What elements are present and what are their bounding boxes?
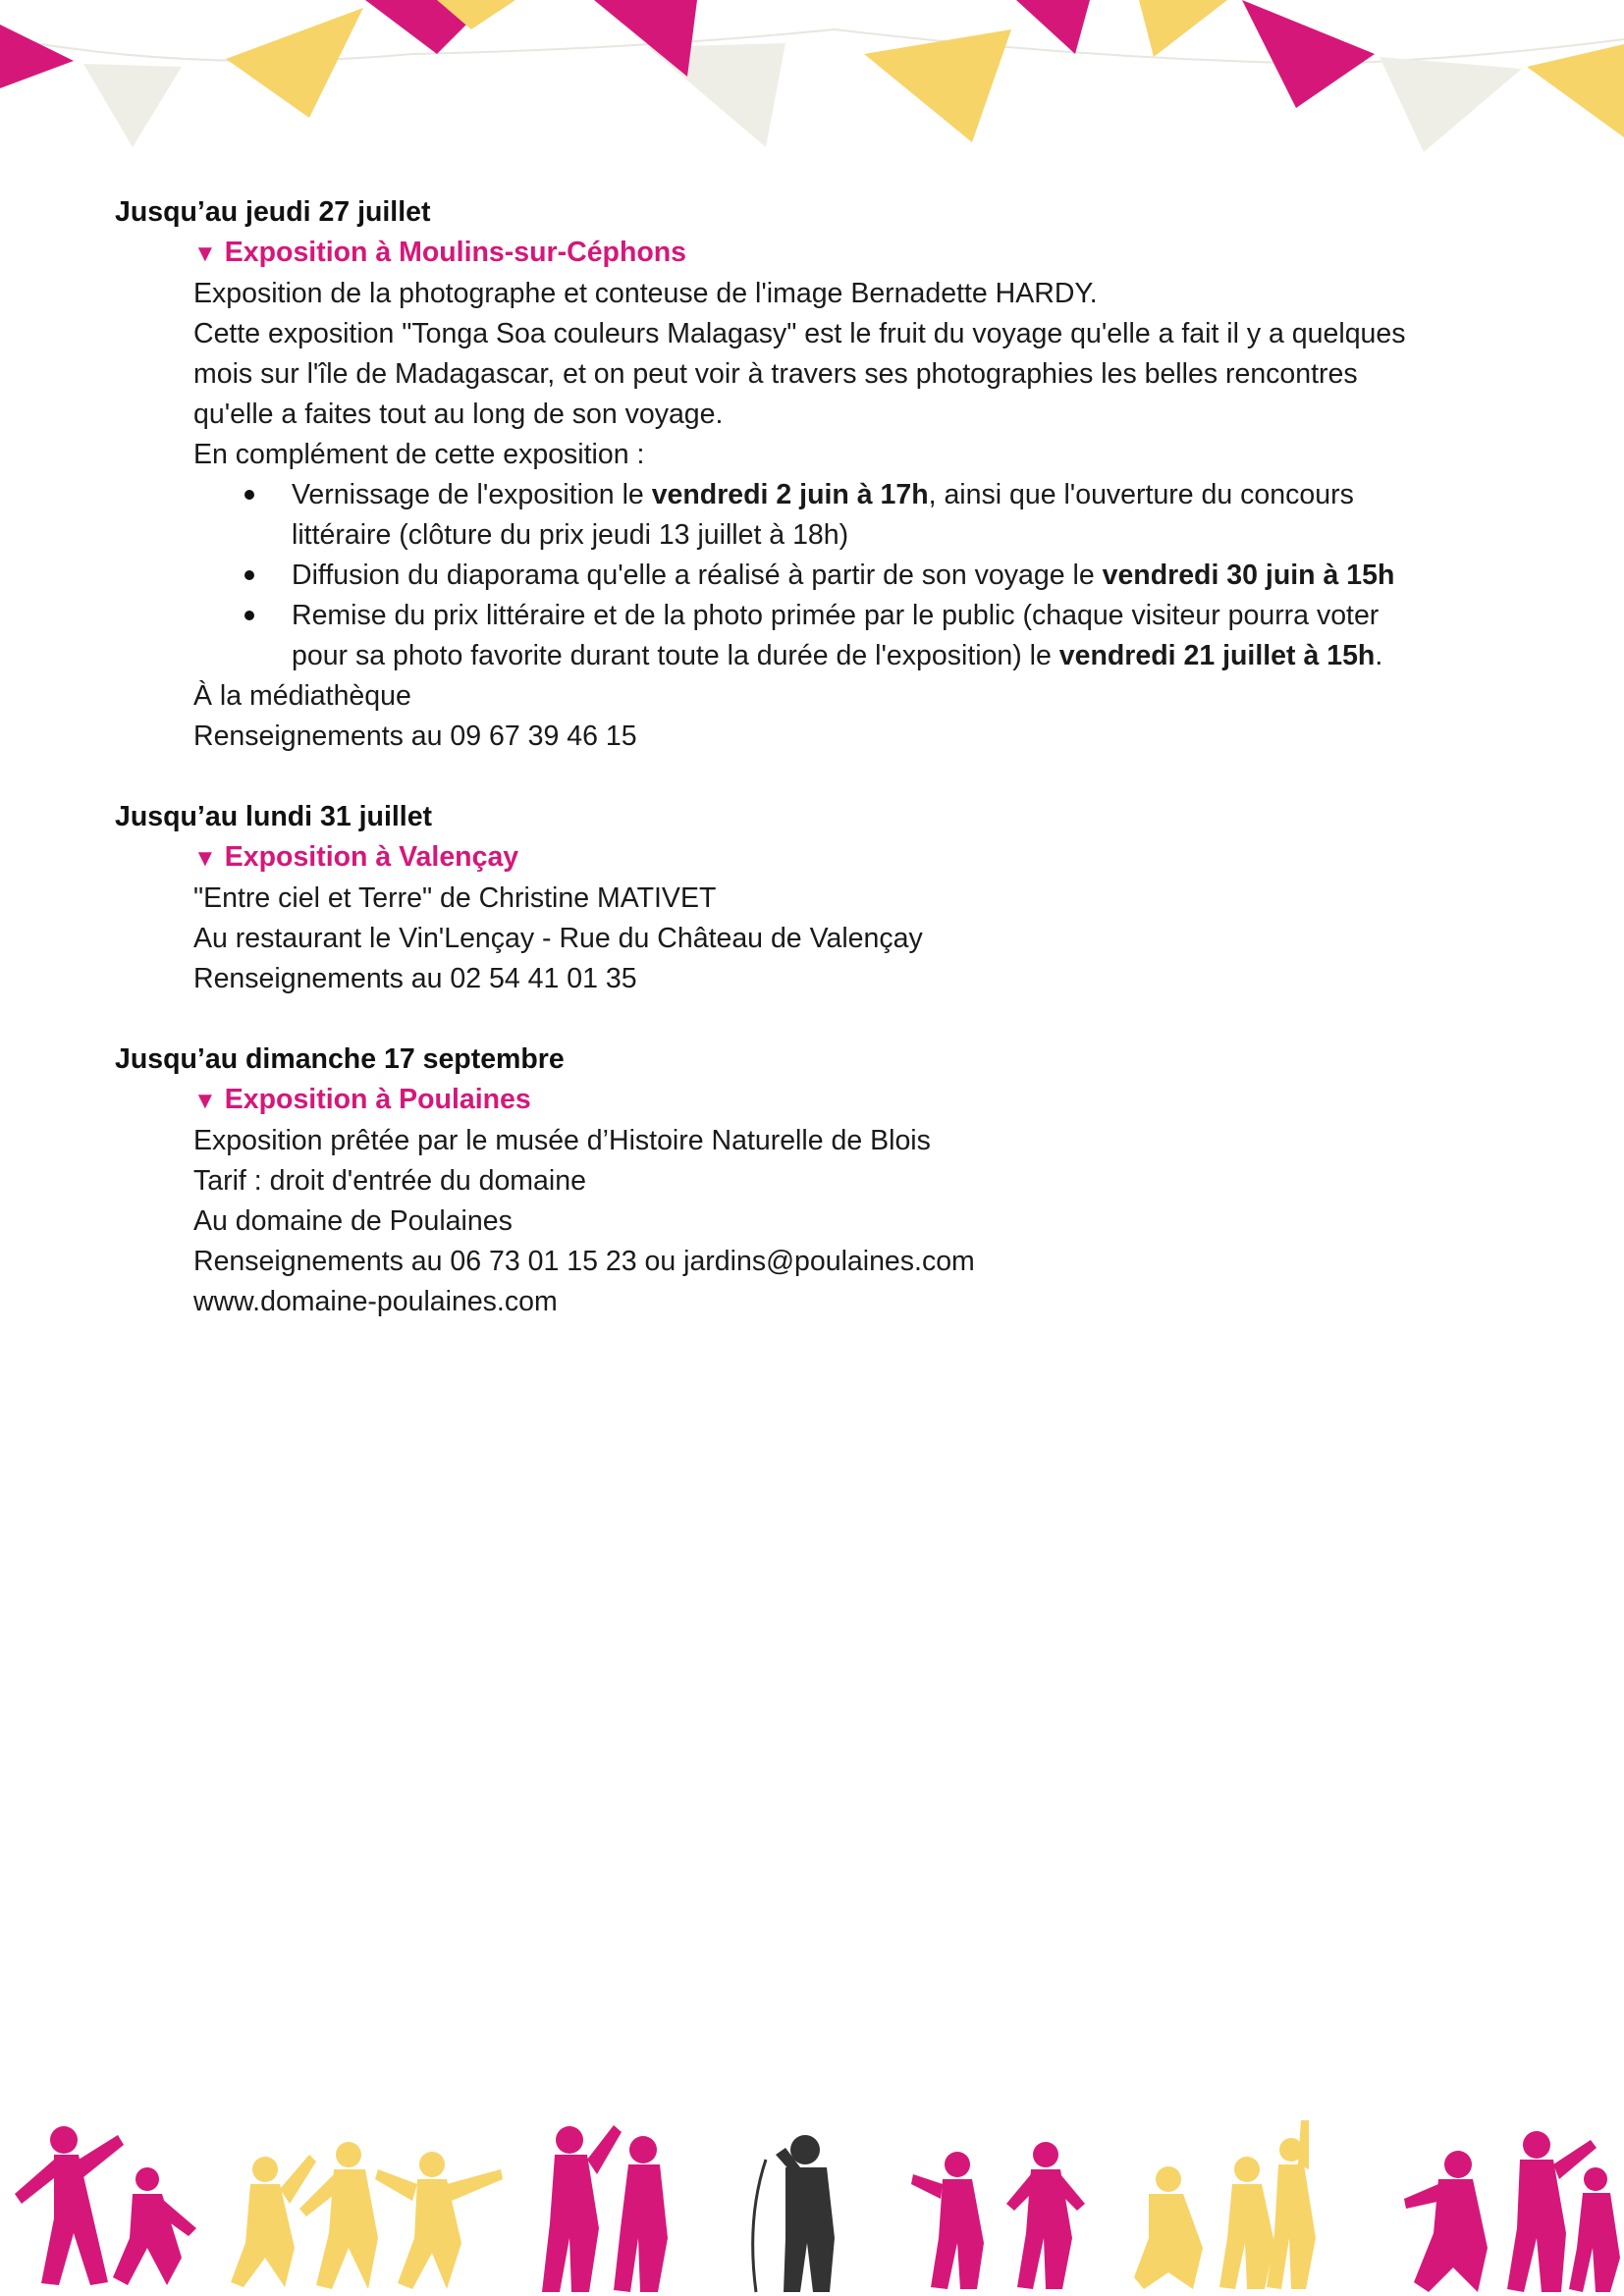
paragraph: Exposition de la photographe et conteuse de l'image Bernadette HARDY.	[193, 278, 1098, 309]
bunting-flag-yellow	[226, 8, 363, 118]
location: À la médiathèque	[193, 680, 411, 712]
paragraph: En complément de cette exposition :	[193, 439, 645, 470]
event-title: ▼ Exposition à Valençay	[193, 837, 1431, 879]
paragraph: Exposition prêtée par le musée d’Histoire Naturelle de Blois	[193, 1125, 931, 1156]
event-section	[115, 1040, 1431, 1322]
dancer-silhouette	[231, 2155, 316, 2287]
paragraph: Cette exposition "Tonga Soa couleurs Malagasy" est le fruit du voyage qu'elle a fait il y a quelques mois sur l'île de Madagascar, et on peut voir à travers ses photographies les belles rencontres qu'elle a faites tout au long de son voyage.	[193, 318, 1406, 430]
bunting-flag-yellow	[1527, 44, 1624, 137]
date-heading: Jusqu’au dimanche 17 septembre	[115, 1043, 565, 1075]
bunting-flag-magenta	[0, 25, 74, 88]
contact-info: Renseignements au 06 73 01 15 23 ou jardins@poulaines.com	[193, 1246, 975, 1277]
location: Au domaine de Poulaines	[193, 1205, 513, 1237]
bunting-flag-yellow	[1139, 0, 1227, 57]
triangle-down-icon: ▼	[193, 240, 217, 267]
event-title: ▼ Exposition à Moulins-sur-Céphons	[193, 233, 1431, 274]
bullet-list	[193, 475, 1431, 676]
bunting-flag-magenta	[1242, 0, 1375, 108]
event-section	[115, 797, 1431, 999]
triangle-down-icon: ▼	[193, 845, 217, 872]
list-item: Remise du prix littéraire et de la photo primée par le public (chaque visiteur pourra voter pour sa photo favorite durant toute la durée de l'exposition) le vendredi 21 juillet à 15h.	[193, 596, 1431, 676]
list-item: Diffusion du diaporama qu'elle a réalisé à partir de son voyage le vendredi 30 juin à 15h	[193, 556, 1431, 596]
dancer-silhouette	[375, 2152, 503, 2289]
event-title: ▼ Exposition à Poulaines	[193, 1080, 1431, 1121]
dancer-silhouette	[1006, 2142, 1085, 2289]
singer-silhouette	[753, 2135, 835, 2292]
dancer-silhouette	[1267, 2120, 1316, 2289]
document-content	[115, 192, 1431, 1362]
dancer-silhouette	[15, 2126, 124, 2285]
dancers-decoration	[0, 2110, 1624, 2296]
dancer-silhouette	[911, 2152, 984, 2289]
price-info: Tarif : droit d'entrée du domaine	[193, 1165, 586, 1197]
bunting-flag-magenta	[1016, 0, 1090, 54]
dancer-silhouette	[1404, 2151, 1488, 2292]
bunting-flag-yellow	[864, 29, 1011, 142]
dancer-silhouette	[113, 2167, 196, 2285]
bunting-decoration	[0, 0, 1624, 157]
dancer-silhouette	[1219, 2157, 1274, 2289]
bunting-flag-beige	[83, 64, 182, 147]
triangle-down-icon: ▼	[193, 1088, 217, 1114]
website-link: www.domaine-poulaines.com	[193, 1286, 558, 1317]
dancer-silhouette	[1569, 2167, 1620, 2292]
dancer-silhouette	[614, 2136, 668, 2292]
contact-info: Renseignements au 09 67 39 46 15	[193, 721, 637, 752]
list-item: Vernissage de l'exposition le vendredi 2 juin à 17h, ainsi que l'ouverture du concours littéraire (clôture du prix jeudi 13 juillet à 18h)	[193, 475, 1431, 556]
bullet-icon	[244, 570, 254, 580]
location: Au restaurant le Vin'Lençay - Rue du Château de Valençay	[193, 923, 923, 954]
date-heading: Jusqu’au jeudi 27 juillet	[115, 196, 431, 228]
date-heading: Jusqu’au lundi 31 juillet	[115, 801, 433, 832]
dancer-silhouette	[1134, 2166, 1203, 2289]
bullet-icon	[244, 611, 254, 620]
contact-info: Renseignements au 02 54 41 01 35	[193, 963, 637, 994]
paragraph: "Entre ciel et Terre" de Christine MATIVET	[193, 882, 717, 914]
dancer-silhouette	[542, 2125, 622, 2292]
event-section	[115, 192, 1431, 757]
bunting-flag-magenta	[594, 0, 697, 77]
bullet-icon	[244, 490, 254, 500]
bunting-flag-beige	[1380, 57, 1522, 152]
